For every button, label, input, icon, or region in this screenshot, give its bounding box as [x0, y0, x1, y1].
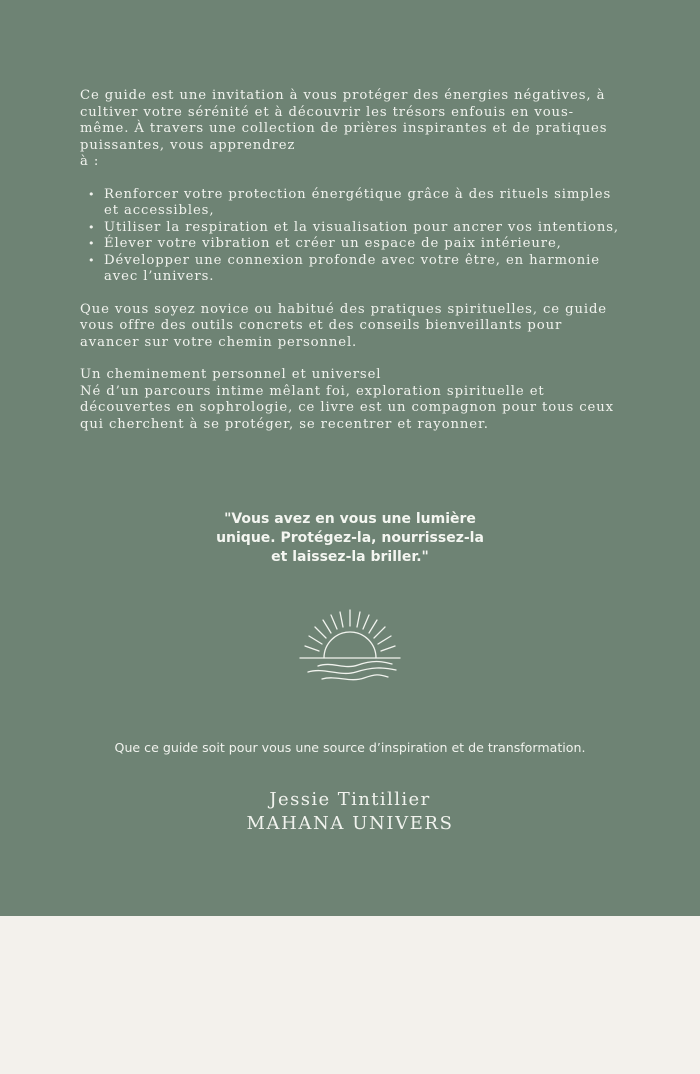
quote-line: "Vous avez en vous une lumière: [224, 511, 476, 527]
description: [80, 88, 620, 433]
closing-line: Que ce guide soit pour vous une source d’inspiration et de transformation.: [114, 740, 586, 755]
quote-line: unique. Protégez-la, nourrissez-la: [216, 530, 484, 546]
audience-paragraph: Que vous soyez novice ou habitué des pratiques spirituelles, ce guide vous offre des outils concrets et des conseils bienveillants pour avancer sur votre chemin personnel.: [80, 301, 608, 350]
section-heading: Un cheminement personnel et universel: [80, 367, 382, 382]
intro-paragraph: [80, 88, 620, 171]
brand-name: MAHANA UNIVERS: [246, 813, 454, 834]
quote-line: et laissez-la briller.": [271, 549, 429, 565]
intro-line: Ce guide est une invitation à vous protéger des énergies négatives, à: [80, 88, 606, 103]
intro-line: même. À travers une collection de prières inspirantes et de pratiques: [80, 121, 608, 136]
list-item: • Utiliser la respiration et la visualisation pour ancrer vos intentions,: [80, 220, 620, 237]
list-item: • Élever votre vibration et créer un espace de paix intérieure,: [80, 236, 620, 253]
sunrise-icon: [296, 606, 404, 686]
intro-line: à :: [80, 154, 100, 169]
author-name: Jessie Tintillier: [269, 789, 431, 810]
section-paragraph: Né d’un parcours intime mêlant foi, exploration spirituelle et découvertes en sophrologie, ce livre est un compagnon pour tous ceux qui cherchent à se protéger, se recentrer et rayonner.: [80, 383, 614, 432]
intro-line: puissantes, vous apprendrez: [80, 137, 296, 153]
benefits-list: [80, 187, 620, 286]
intro-line: cultiver votre sérénité et à découvrir les trésors enfouis en vous-: [80, 104, 574, 120]
quote: [180, 510, 520, 567]
list-item: • Développer une connexion profonde avec votre être, en harmonie avec l’univers.: [80, 253, 620, 286]
list-item: • Renforcer votre protection énergétique grâce à des rituels simples et accessibles,: [80, 187, 620, 220]
